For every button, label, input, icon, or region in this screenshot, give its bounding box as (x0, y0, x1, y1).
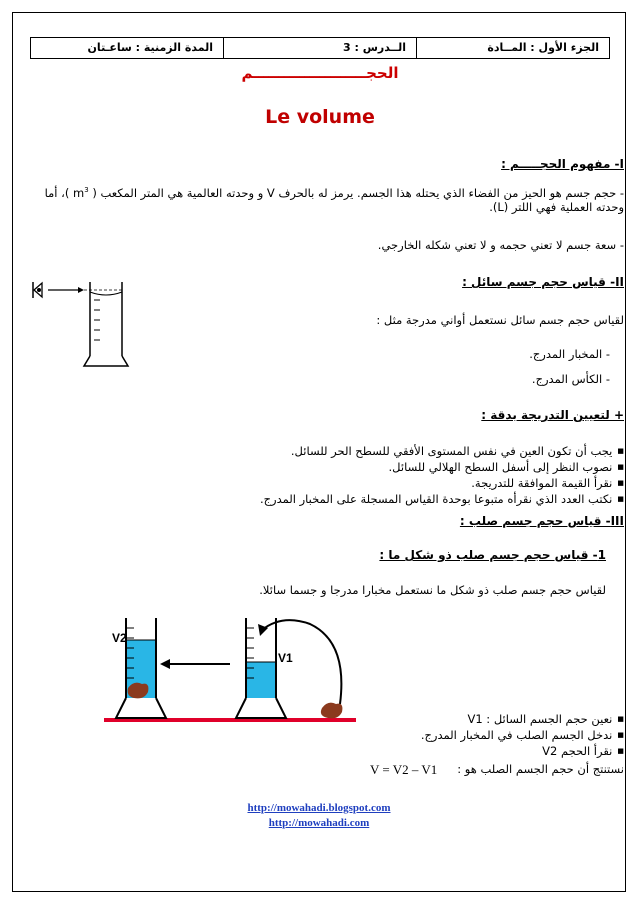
conclusion: نستنتج أن حجم الجسم الصلب هو : (457, 762, 624, 776)
solid-measurement-figure (100, 612, 370, 724)
definition-line-1: - حجم جسم هو الحيز من الفضاء الذي يحتله هذا الجسم. يرمز له بالحرف V و وحدته العالمية هي المتر المكعب ( $m^3$ )، أما (44, 185, 624, 200)
section-2-intro: لقياس حجم جسم سائل نستعمل أواني مدرجة مثل : (376, 313, 624, 327)
solid-volume-subheading: 1- قياس حجم جسم صلب ذو شكل ما : (379, 548, 606, 562)
precision-heading: + لتعيين التدريجة بدقة : (481, 408, 624, 422)
label-v2: V2 (112, 631, 127, 645)
step-2: ■ ندخل الجسم الصلب في المخبار المدرج. (421, 728, 624, 743)
item-graduated-beaker: - الكأس المدرج. (531, 372, 610, 386)
graduated-cylinder (84, 282, 128, 366)
header-part: الجزء الأول : المــادة (487, 41, 599, 54)
eye-reading-figure (28, 280, 138, 370)
reading-rule-3: ■ نقرأ القيمة الموافقة للتدريجة. (471, 476, 624, 491)
blog-link[interactable]: http://mowahadi.blogspot.com (247, 802, 391, 814)
site-link[interactable]: http://mowahadi.com (268, 817, 370, 829)
title-french: Le volume (265, 106, 375, 128)
definition-line-2: وحدته العملية فهي اللتر (L). (489, 200, 624, 214)
section-3-intro: لقياس حجم جسم صلب ذو شكل ما نستعمل مخبارا مدرجا و جسما سائلا. (259, 583, 606, 597)
label-v1: V1 (278, 651, 293, 665)
header-table (30, 37, 610, 59)
solid-object-outside (321, 703, 343, 719)
eye-icon (33, 282, 42, 298)
step-3: ■ نقرأ الحجم V2 (542, 744, 624, 759)
title-arabic: الحجــــــــــــــــــــــم (241, 64, 399, 82)
volume-formula: V = V2 – V1 (370, 762, 438, 777)
header-duration: المدة الزمنية : ساعـتان (31, 38, 224, 58)
reading-rule-4: ■ نكتب العدد الذي نقرأه متبوعا بوحدة القياس المسجلة على المخبار المدرج. (260, 492, 624, 507)
header-lesson: الــدرس : 3 (224, 38, 417, 58)
reading-rule-1: ■ يجب أن تكون العين في نفس المستوى الأفقي للسطح الحر للسائل. (291, 444, 624, 459)
section-1-heading: I- مفهوم الحجـــــم : (501, 157, 624, 171)
arrow-left-icon (160, 659, 230, 669)
section-2-heading: II- قياس حجم جسم سائل : (462, 275, 624, 289)
reading-rule-2: ■ نصوب النظر إلى أسفل السطح الهلالي للسائل. (389, 460, 625, 475)
section-3-heading: III- قياس حجم جسم صلب : (459, 514, 624, 528)
item-graduated-cylinder: - المخبار المدرج. (529, 347, 610, 361)
step-1: ■ نعين حجم الجسم السائل : V1 (467, 712, 624, 727)
capacity-note: - سعة جسم لا تعني حجمه و لا تعني شكله الخارجي. (377, 238, 624, 252)
